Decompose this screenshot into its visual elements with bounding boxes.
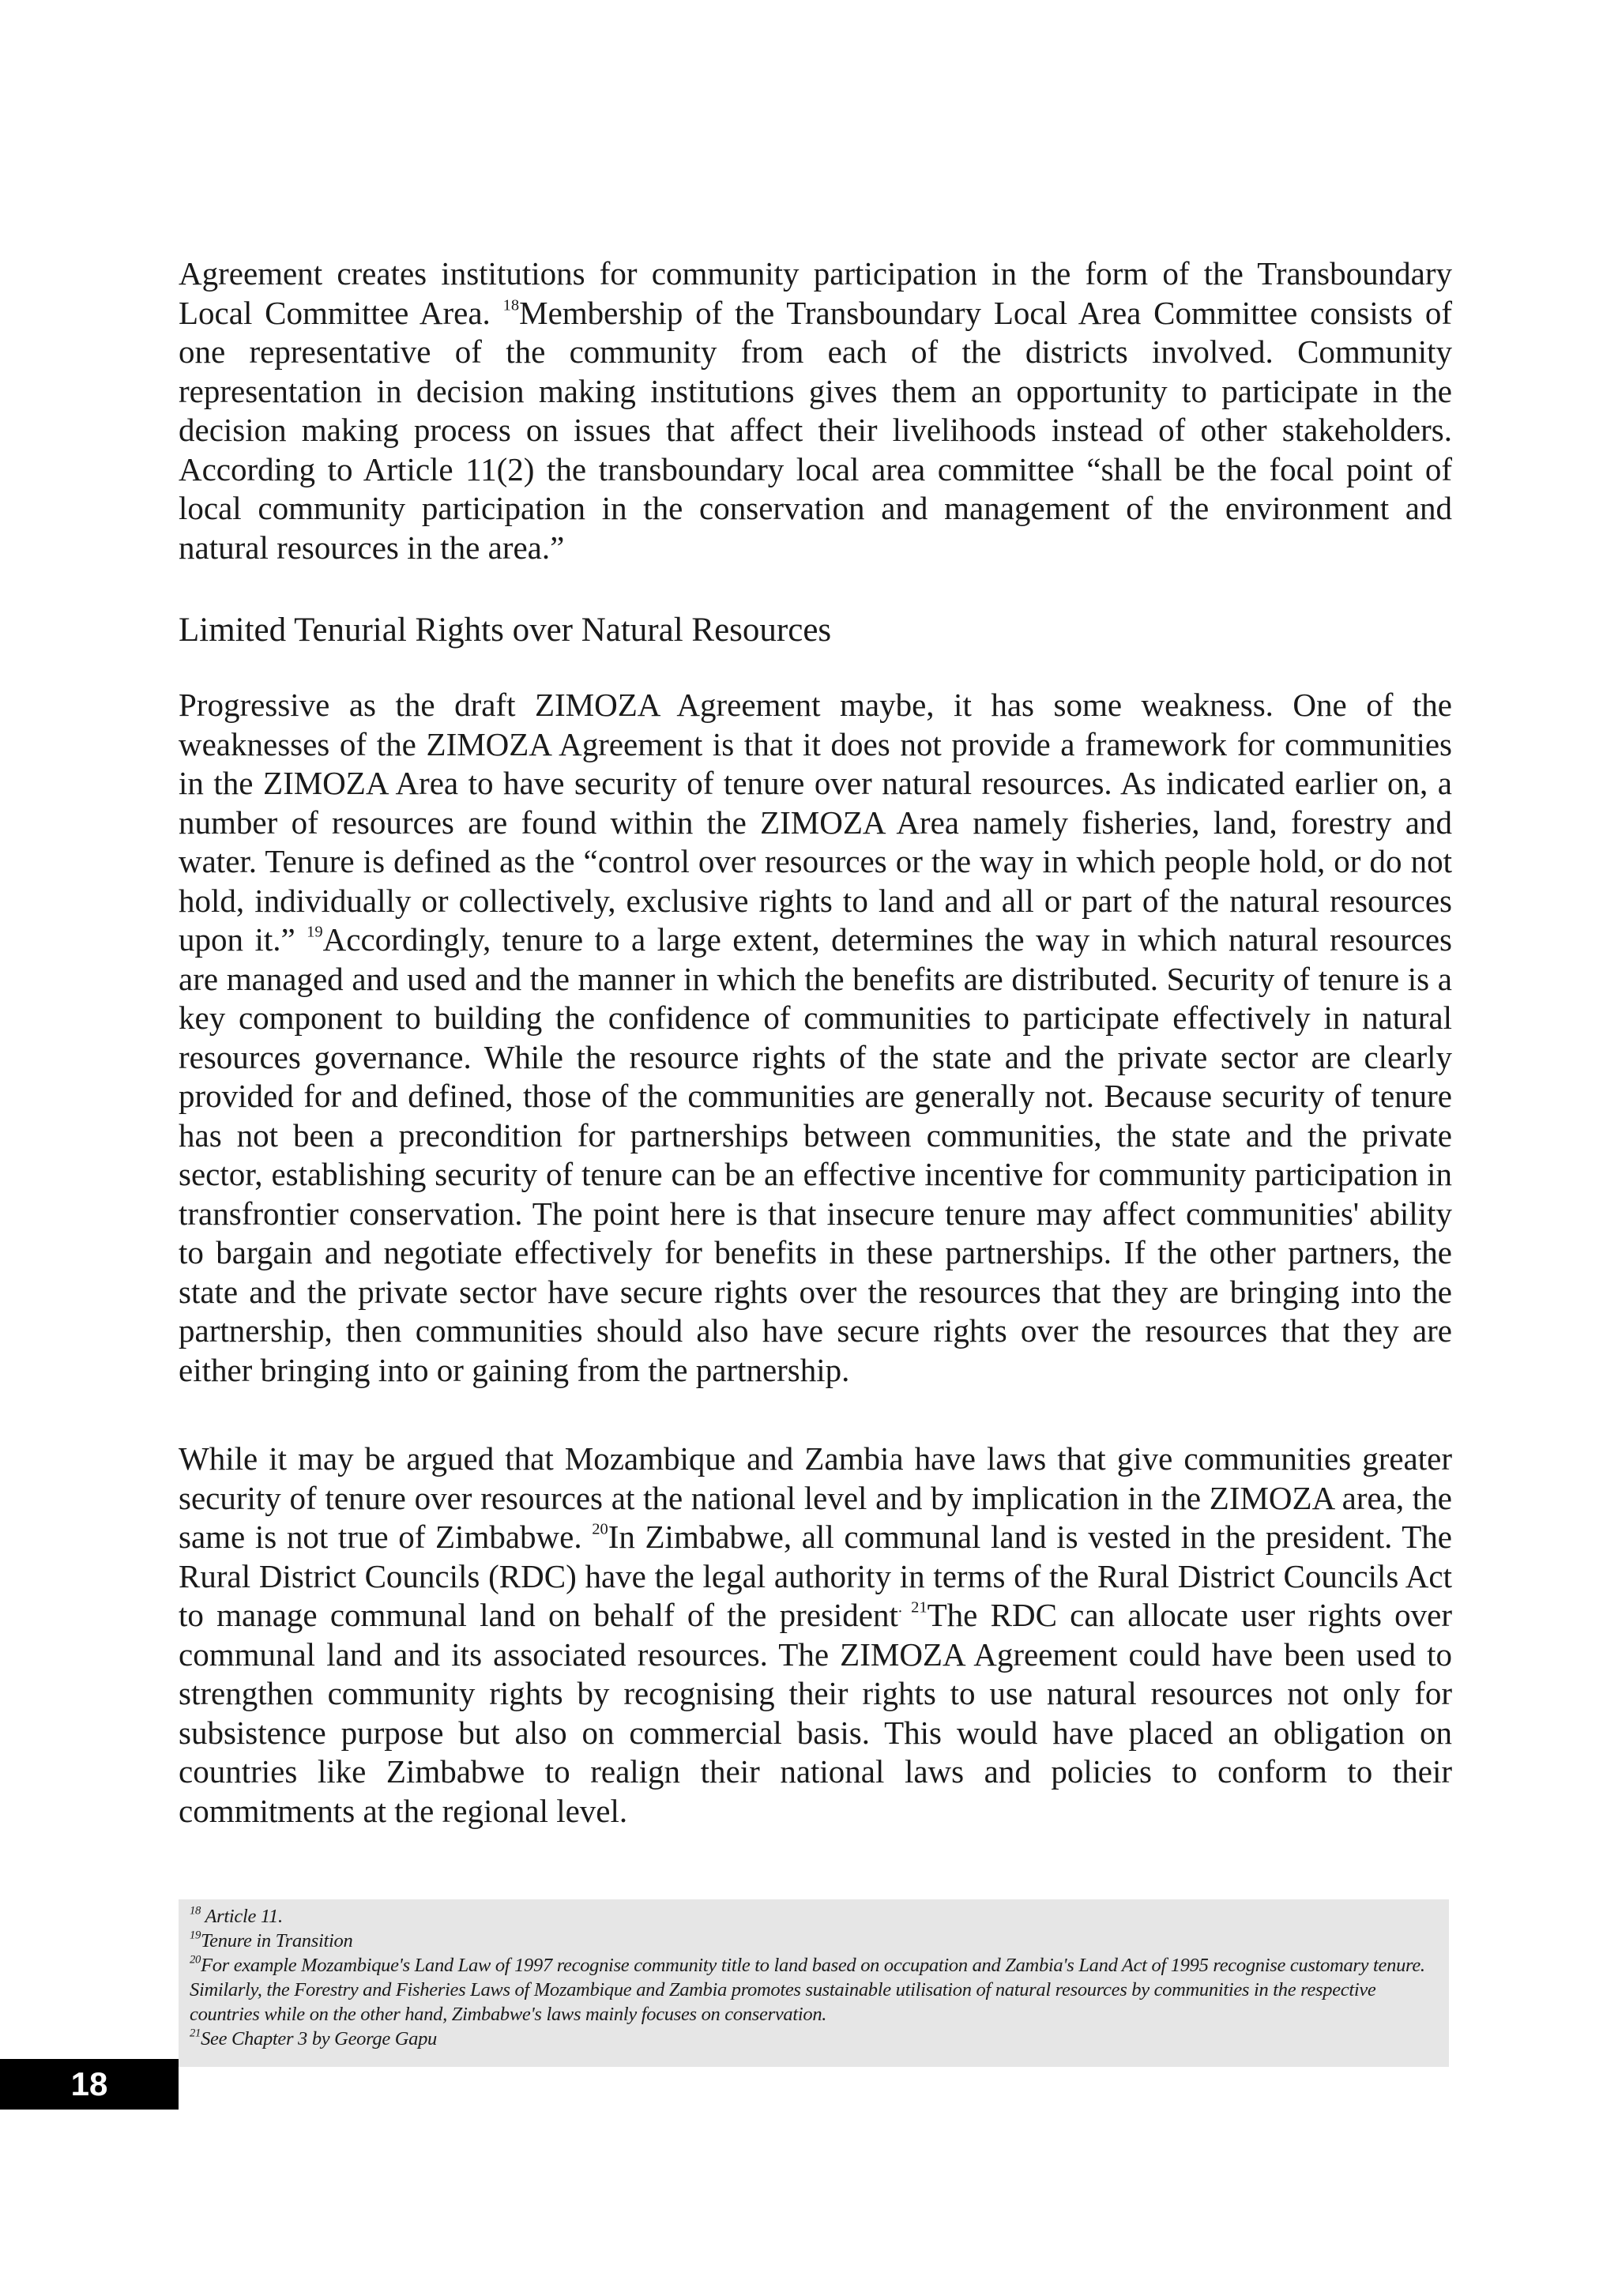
footnote-ref-20[interactable]: 20 bbox=[592, 1520, 608, 1538]
footnote-text: For example Mozambique's Land Law of 1997 recognise community title to land based on occupation and Zambia's Land Act of 1995 recognise customary tenure. Similarly, the Forestry and Fisheries Laws of Mozambique and Zambia promotes sustainable utilisation of natural resources by communities in the respective countries while on the other hand, Zimbabwe's laws mainly focuses on conservation. bbox=[190, 1955, 1425, 2025]
footnote-ref-18[interactable]: 18 bbox=[502, 296, 520, 314]
footnote-20 bbox=[190, 1953, 1438, 2027]
paragraph-1-text-a: Agreement creates institutions for community participation in the form of the Transboundary Local Committee Area. bbox=[179, 255, 1452, 331]
footnote-18 bbox=[190, 1904, 1438, 1929]
paragraph-2-text-b: Accordingly, tenure to a large extent, determines the way in which natural resources are managed and used and the manner in which the benefits are distributed. Security of tenure is a key component to building the confidence of communities to participate effectively in natural resources governance. While the resource rights of the state and the private sector are clearly provided for and defined, those of the communities are generally not. Because security of tenure has not been a precondition for partnerships between communities, the state and the private sector, establishing security of tenure can be an effective incentive for community participation in transfrontier conservation. The point here is that insecure tenure may affect communities' ability to bargain and negotiate effectively for benefits in these partnerships. If the other partners, the state and the private sector have secure rights over the resources that they are bringing into the partnership, then communities should also have secure rights over the resources that they are either bringing into or gaining from the partnership. bbox=[179, 921, 1452, 1388]
paragraph-3-text-b: In Zimbabwe, all communal land is vested in the president. The Rural District Councils (RDC) have the legal authority in terms of the Rural District Councils Act to manage communal land on behalf of the president bbox=[179, 1519, 1452, 1633]
body-paragraph-3 bbox=[179, 1440, 1452, 1831]
paragraph-3-text-a: While it may be argued that Mozambique and Zambia have laws that give communities greater security of tenure over resources at the national level and by implication in the ZIMOZA area, the same is not true of Zimbabwe. bbox=[179, 1440, 1452, 1555]
footnote-number: 21 bbox=[190, 2027, 201, 2040]
paragraph-2-text-a: Progressive as the draft ZIMOZA Agreement maybe, it has some weakness. One of the weaknesses of the ZIMOZA Agreement is that it does not provide a framework for communities in the ZIMOZA Area to have security of tenure over natural resources. As indicated earlier on, a number of resources are found within the ZIMOZA Area namely fisheries, land, forestry and water. Tenure is defined as the “control over resources or the way in which people hold, or do not hold, individually or collectively, exclusive rights to land and all or part of the natural resources upon it.” bbox=[179, 687, 1452, 958]
page-number: 18 bbox=[0, 2059, 179, 2110]
footnotes-box bbox=[179, 1899, 1449, 2067]
footnote-ref-21[interactable]: . 21 bbox=[897, 1598, 928, 1617]
body-paragraph-2 bbox=[179, 686, 1452, 1390]
paragraph-1-text-b: Membership of the Transboundary Local Area Committee consists of one representative of the community from each of the districts involved. Community representation in decision making institutions gives them an opportunity to participate in the decision making process on issues that affect their livelihoods instead of other stakeholders. According to Article 11(2) the transboundary local area committee “shall be the focal point of local community participation in the conservation and management of the environment and natural resources in the area.” bbox=[179, 294, 1452, 566]
footnote-text: Tenure in Transition bbox=[201, 1930, 353, 1952]
footnote-19 bbox=[190, 1929, 1438, 1953]
footnote-text: Article 11. bbox=[201, 1906, 283, 1927]
footnote-21 bbox=[190, 2027, 1438, 2051]
body-paragraph-1 bbox=[179, 254, 1452, 567]
footnote-number: 18 bbox=[190, 1904, 201, 1918]
footnote-text: See Chapter 3 by George Gapu bbox=[201, 2028, 438, 2049]
footnote-number: 20 bbox=[190, 1953, 201, 1967]
footnote-ref-19[interactable]: 19 bbox=[307, 923, 323, 941]
section-heading: Limited Tenurial Rights over Natural Resources bbox=[179, 612, 832, 649]
paragraph-3-text-c: The RDC can allocate user rights over communal land and its associated resources. The ZIMOZA Agreement could have been used to strengthen community rights by recognising their rights to use natural resources not only for subsistence purpose but also on commercial basis. This would have placed an obligation on countries like Zimbabwe to realign their national laws and policies to conform to their commitments at the regional level. bbox=[179, 1597, 1453, 1829]
footnote-number: 19 bbox=[190, 1929, 201, 1942]
